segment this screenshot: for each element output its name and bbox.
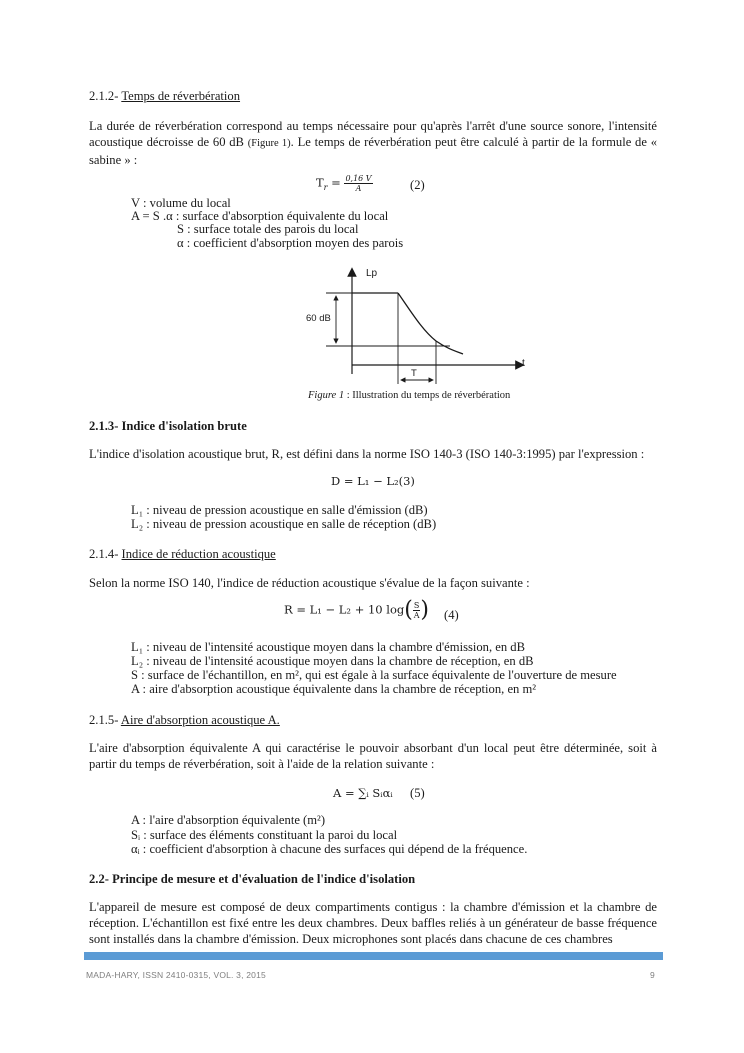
footer-journal: MADA-HARY, ISSN 2410-0315, VOL. 3, 2015	[86, 970, 266, 980]
section-heading-2-1-3: 2.1.3- Indice d'isolation brute	[89, 419, 247, 433]
definition-item: α : coefficient d'absorption moyen des parois	[177, 236, 404, 250]
definition-item: S : surface de l'échantillon, en m², qui est égale à la surface équivalente de l'ouverture de mesure	[131, 668, 617, 682]
heading-title: Aire d'absorption acoustique A.	[120, 713, 280, 727]
section-heading-2-1-2	[89, 88, 657, 104]
figure-caption	[308, 389, 510, 403]
paragraph-reduction: Selon la norme ISO 140, l'indice de réduction acoustique s'évalue de la façon suivante :	[89, 576, 530, 590]
definition-item: A = S .α : surface d'absorption équivalente du local	[131, 209, 389, 223]
figure-reverberation-diagram	[300, 262, 540, 390]
eq-main: R = L₁ − L₂ + 10 log	[284, 602, 405, 617]
eq-fraction	[344, 174, 372, 193]
definition-item: A : aire d'absorption acoustique équivalente dans la chambre de réception, en m²	[131, 682, 537, 696]
paragraph-text: La durée de réverbération correspond au temps nécessaire pour qu'après l'arrêt d'une source sonore, l'intensité acoustique décroisse de 60 dB	[89, 119, 657, 149]
definition-item: Sᵢ : surface des éléments constituant la paroi du local	[131, 828, 398, 842]
paragraph-absorption: L'aire d'absorption équivalente A qui caractérise le pouvoir absorbant d'un local peut être déterminée, soit à partir du temps de réverbération, soit à l'aide de la relation suivante :	[89, 741, 657, 771]
equation-label-5: (5)	[410, 786, 425, 800]
footer-divider	[84, 952, 663, 960]
eq-denominator: A	[413, 611, 420, 620]
figure-reference: (Figure 1)	[247, 138, 291, 149]
eq-sub: r	[323, 182, 328, 192]
definition-item: V : volume du local	[131, 196, 231, 210]
paragraph-isolation: L'indice d'isolation acoustique brut, R, est défini dans la norme ISO 140-3 (ISO 140-3:1995) par l'expression :	[89, 447, 645, 461]
definition-item: L₁ : niveau de pression acoustique en salle d'émission (dB)	[131, 503, 428, 517]
x-axis-label: t	[522, 358, 525, 369]
paragraph-measurement: L'appareil de mesure est composé de deux compartiments contigus : la chambre d'émission et la chambre de réception. L'échantillon est fixé entre les deux chambres. Deux baffles reliés à un générateur de basse fréquence sont installés dans la chambre d'émission. Deux microphones sont placés dans chacune de ces chambres	[89, 900, 657, 946]
definition-item: αᵢ : coefficient d'absorption à chacune des surfaces qui dépend de la fréquence.	[131, 842, 528, 856]
eq-paren-open: (	[404, 597, 413, 623]
heading-title: Indice de réduction acoustique	[121, 547, 276, 561]
definition-item: L₁ : niveau de l'intensité acoustique moyen dans la chambre d'émission, en dB	[131, 640, 525, 654]
caption-label: Figure 1	[308, 390, 345, 401]
y-axis-label: Lp	[366, 268, 378, 279]
equation-label-2: (2)	[410, 178, 425, 192]
decay-curve	[398, 293, 463, 354]
equation-4	[284, 597, 429, 623]
heading-number: 2.1.4-	[89, 547, 119, 561]
eq-denominator: A	[355, 184, 362, 193]
eq-numerator: S	[413, 601, 420, 610]
paragraph-reverberation	[89, 118, 657, 168]
definition-item: L₂ : niveau de pression acoustique en salle de réception (dB)	[131, 517, 437, 531]
section-heading-2-2: 2.2- Principe de mesure et d'évaluation de l'indice d'isolation	[89, 872, 416, 886]
definition-item: S : surface totale des parois du local	[177, 222, 359, 236]
definition-item: L₂ : niveau de l'intensité acoustique moyen dans la chambre de réception, en dB	[131, 654, 534, 668]
equation-3: D = L₁ − L₂(3)	[331, 474, 415, 488]
equation-5: A = ∑ᵢ Sᵢαᵢ	[333, 786, 393, 800]
paragraph-text-rest: . Le temps de réverbération peut être calculé à partir de la formule de « sabine » :	[89, 135, 658, 167]
time-label: T	[411, 368, 417, 379]
section-heading-2-1-4	[89, 546, 657, 562]
level-label: 60 dB	[306, 313, 331, 324]
eq-equals: =	[327, 175, 345, 190]
eq-paren-close: )	[420, 597, 429, 623]
heading-number: 2.1.5-	[89, 713, 119, 727]
heading-title: Temps de réverbération	[121, 89, 241, 103]
section-heading-2-1-5	[89, 712, 657, 728]
footer-page-number: 9	[650, 970, 655, 980]
equation-sabine	[316, 174, 373, 196]
eq-numerator: 0,16 V	[345, 174, 372, 183]
eq-lhs: T	[316, 175, 324, 190]
caption-text: : Illustration du temps de réverbération	[344, 390, 511, 401]
definition-item: A : l'aire d'absorption équivalente (m²)	[131, 813, 326, 827]
heading-number: 2.1.2-	[89, 89, 119, 103]
equation-label-4: (4)	[444, 608, 459, 622]
